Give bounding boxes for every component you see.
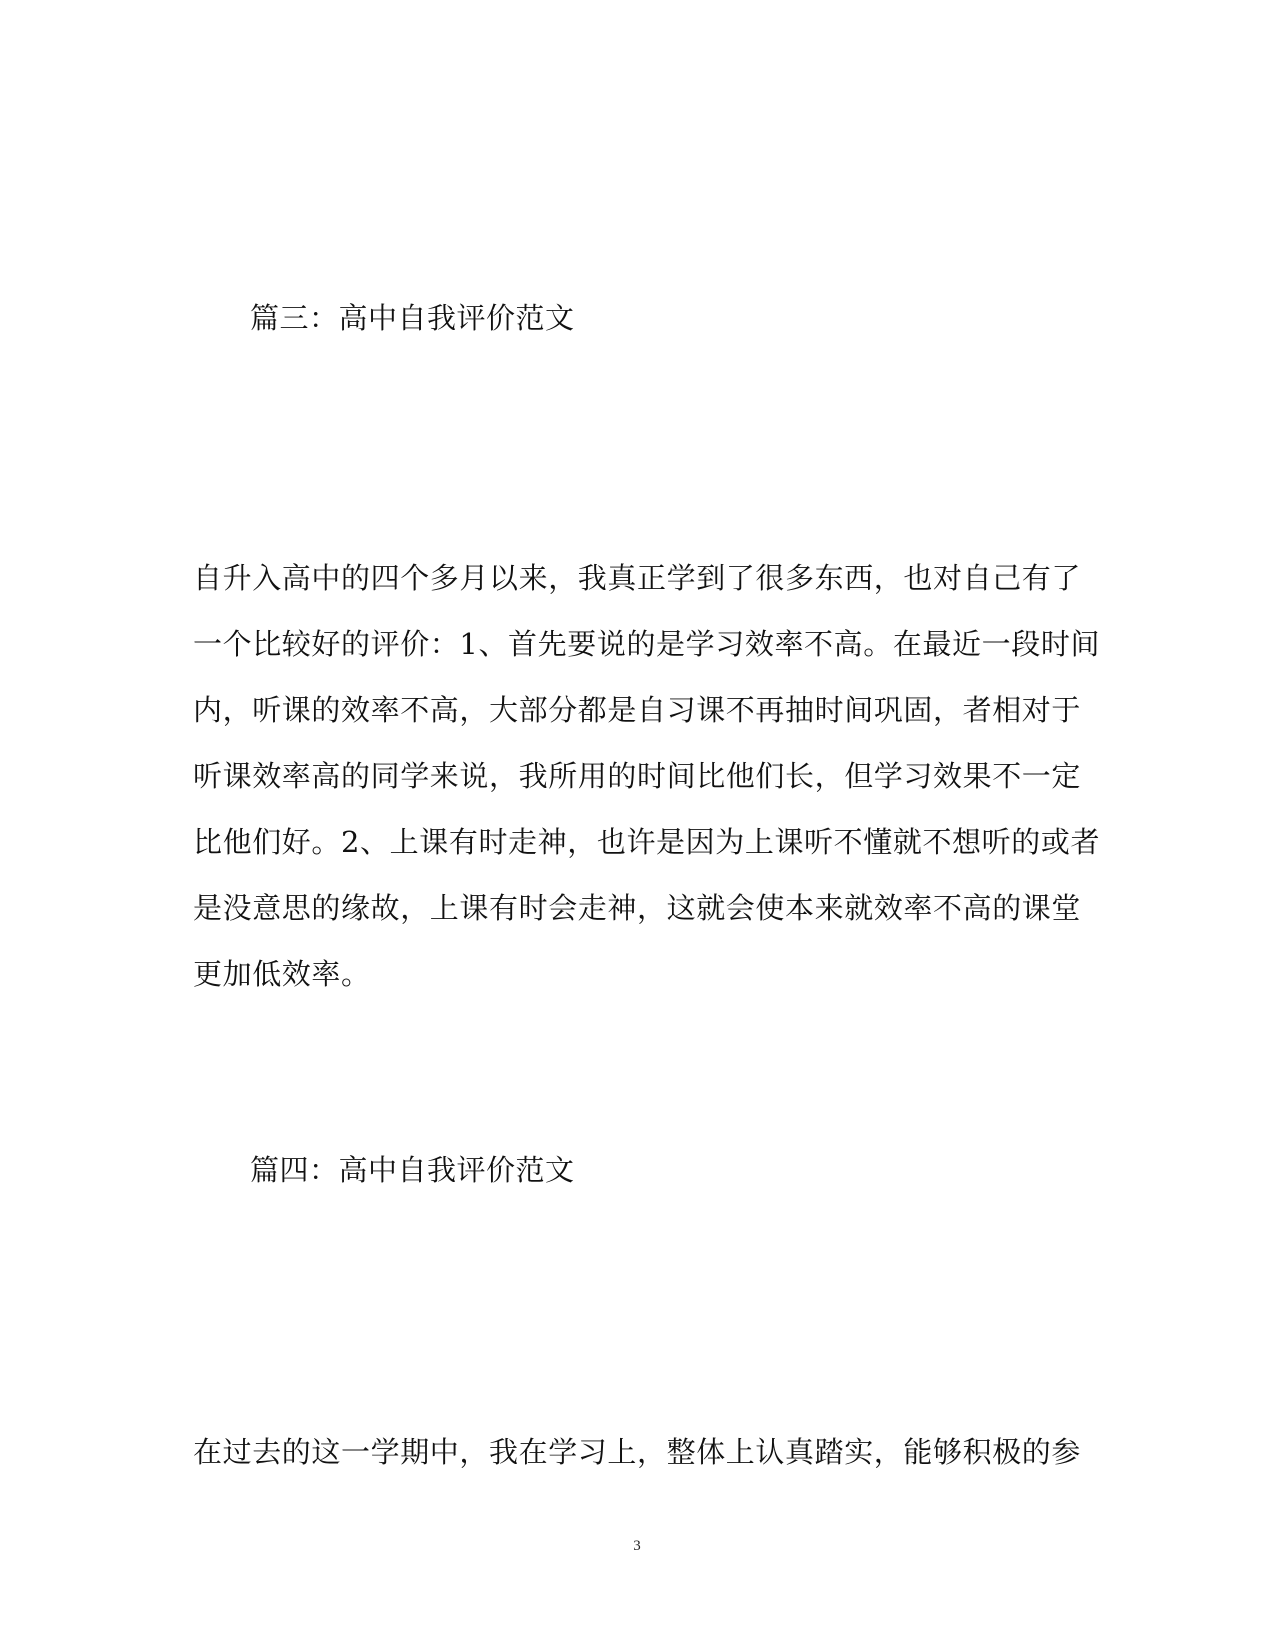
paragraph-line: 自升入高中的四个多月以来，我真正学到了很多东西，也对自己有了 — [193, 561, 1082, 595]
paragraph-line: 是没意思的缘故，上课有时会走神，这就会使本来就效率不高的课堂 — [193, 891, 1082, 925]
section-paragraph-3 — [193, 558, 1101, 1020]
section-heading-4: 篇四：高中自我评价范文 — [250, 1153, 575, 1187]
paragraph-line: 在过去的这一学期中，我在学习上，整体上认真踏实，能够积极的参 — [193, 1435, 1082, 1469]
section-paragraph-4 — [193, 1432, 1093, 1498]
page-number: 3 — [633, 1538, 641, 1554]
paragraph-line: 内，听课的效率不高，大部分都是自习课不再抽时间巩固，者相对于 — [193, 693, 1082, 727]
section-heading-3: 篇三：高中自我评价范文 — [250, 301, 575, 335]
paragraph-line: 更加低效率。 — [193, 957, 371, 991]
paragraph-line: 比他们好。2、上课有时走神，也许是因为上课听不懂就不想听的或者 — [193, 825, 1101, 859]
paragraph-line: 一个比较好的评价：1、首先要说的是学习效率不高。在最近一段时间 — [193, 627, 1101, 661]
paragraph-line: 听课效率高的同学来说，我所用的时间比他们长，但学习效果不一定 — [193, 759, 1082, 793]
